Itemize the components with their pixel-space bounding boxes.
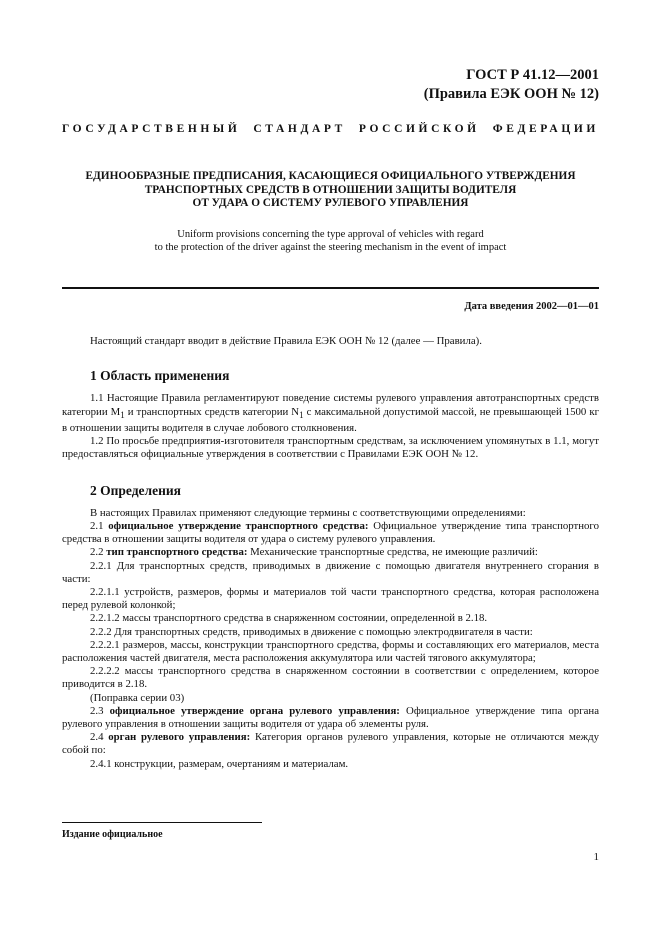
footer-divider [62,822,262,823]
clause-2-2-1-2: 2.2.1.2 массы транспортного средства в снаряженном состоянии, определенной в 2.18. [90,612,488,625]
page-number: 1 [593,851,599,863]
banner-word: РОССИЙСКОЙ [358,123,480,135]
official-edition-label: Издание официальное [62,829,163,840]
section-heading-scope: 1 Область применения [90,368,230,384]
amendment-note: (Поправка серии 03) [90,691,185,704]
rules-reference: (Правила ЕЭК ООН № 12) [423,86,599,102]
header-divider [62,287,599,289]
section-heading-definitions: 2 Определения [90,482,181,498]
intro-paragraph: Настоящий стандарт вводит в действие Правила ЕЭК ООН № 12 (далее — Правила). [90,335,482,347]
banner-word: ФЕДЕРАЦИИ [492,123,599,135]
clause-2-2-2-1: 2.2.2.1 размеров, массы, конструкции транспортного средства, формы и составляющих его материалов, места расположения частей двигателя, места расположения аккумулятора или частей тягового аккумулятора; [62,638,599,665]
definition-2-4: 2.4 орган рулевого управления: Категория органов рулевого управления, которые не отличаются между собой по: [62,731,600,757]
standard-header [424,66,599,104]
clause-2-2-1: 2.2.1 Для транспортных средств, приводимых в движение с помощью двигателя внутреннего сгорания в части: [62,559,599,585]
banner-word: ГОСУДАРСТВЕННЫЙ [62,123,241,135]
document-title [62,170,599,211]
definition-2-3: 2.3 официальное утверждение органа рулевого управления: Официальное утверждение типа органа рулевого управления в отношении защиты водителя от удара об элементы руля. [62,704,599,731]
paragraph-1-1: 1.1 Настоящие Правила регламентируют поведение системы рулевого управления автотранспортных средств категории $M_1$ и транспортных средств категории $N_1$ с максимальной допустимой массой, не превышающей 1500 кг в отношении защиты водителя в случае лобового столкновения. [62,392,599,434]
subtitle-line: to the protection of the driver against the steering mechanism in the event of impact [154,242,507,253]
definitions-intro: В настоящих Правилах применяют следующие термины с соответствующими определениями: [90,506,526,519]
state-standard-banner [62,123,599,135]
title-line: ЕДИНООБРАЗНЫЕ ПРЕДПИСАНИЯ, КАСАЮЩИЕСЯ ОФИЦИАЛЬНОГО УТВЕРЖДЕНИЯ [85,170,576,182]
english-title [62,228,599,254]
banner-word: СТАНДАРТ [253,123,346,135]
subtitle-line: Uniform provisions concerning the type approval of vehicles with regard [177,229,484,240]
clause-2-2-2-2: 2.2.2.2 массы транспортного средства в снаряженном состоянии в соответствии с определением, которое приводится в 2.18. [62,665,599,691]
clause-2-2-2: 2.2.2 Для транспортных средств, приводимых в движение с помощью электродвигателя в части: [90,625,533,638]
clause-2-2-1-1: 2.2.1.1 устройств, размеров, формы и материалов той части транспортного средства, которая расположена перед рулевой колонкой; [62,586,599,612]
paragraph-1-2: 1.2 По просьбе предприятия-изготовителя транспортным средствам, за исключением упомянутых в 1.1, могут предоставляться официальные утверждения в соответствии с Правилами ЕЭК ООН № 12. [62,435,599,461]
definition-2-1: 2.1 официальное утверждение транспортного средства: Официальное утверждение типа транспортного средства в отношении защиты водителя от удара о систему рулевого управления. [62,519,599,546]
document-body [62,335,600,771]
clause-2-4-1: 2.4.1 конструкции, размерам, очертаниям и материалам. [90,757,349,770]
intro-date: Дата введения 2002—01—01 [464,301,599,312]
title-line: ОТ УДАРА О СИСТЕМУ РУЛЕВОГО УПРАВЛЕНИЯ [192,197,469,209]
standard-code: ГОСТ Р 41.12—2001 [466,67,599,83]
title-line: ТРАНСПОРТНЫХ СРЕДСТВ В ОТНОШЕНИИ ЗАЩИТЫ ВОДИТЕЛЯ [144,183,517,196]
definition-2-2: 2.2 тип транспортного средства: Механические транспортные средства, не имеющие различий: [90,546,538,559]
